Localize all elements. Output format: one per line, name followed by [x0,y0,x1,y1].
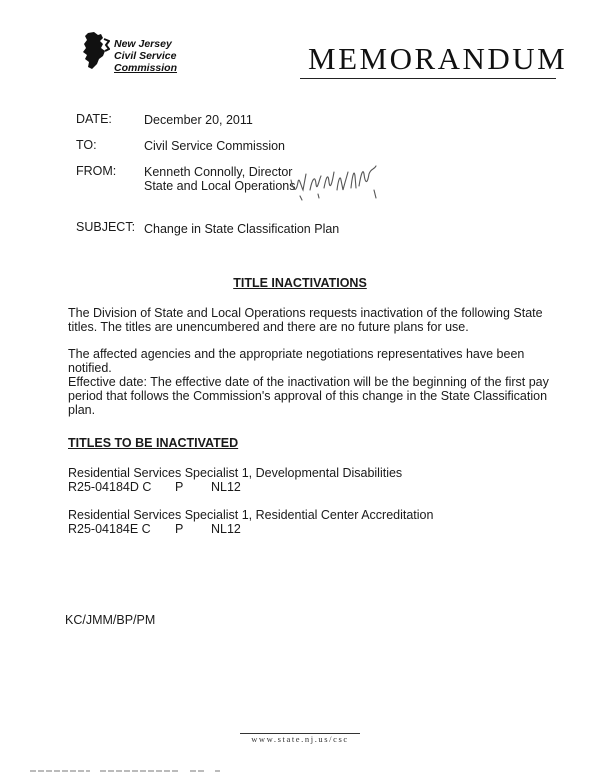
header-divider [300,78,556,79]
to-value: Civil Service Commission [144,139,285,153]
title-2-unit: NL12 [211,522,241,536]
from-label: FROM: [76,164,117,178]
paragraph-effective-date: Effective date: The effective date of the inactivation will be the beginning of the first pay period that follows the Commission's approval of this change in the State Classification plan. [68,375,549,417]
org-line-1: New Jersey [114,38,172,50]
date-value: December 20, 2011 [144,113,253,127]
organization-name [114,38,177,74]
date-label: DATE: [76,112,112,126]
footer-url: www.state.nj.us/csc [251,734,349,744]
handwritten-signature [288,160,383,202]
state-silhouette-logo-icon [76,31,110,71]
to-label: TO: [76,138,97,152]
paragraph-request: The Division of State and Local Operations requests inactivation of the following State titles. The titles are unencumbered and there are no future plans for use. [68,306,543,334]
title-2-name: Residential Services Specialist 1, Residential Center Accreditation [68,508,434,522]
title-1-name: Residential Services Specialist 1, Developmental Disabilities [68,466,403,480]
paragraph-notified: The affected agencies and the appropriate negotiations representatives have been notified. [68,347,525,375]
subject-label: SUBJECT: [76,220,136,234]
title-1-unit: NL12 [211,480,241,494]
from-name: Kenneth Connolly, Director [144,165,293,179]
titles-header: TITLES TO BE INACTIVATED [68,436,239,450]
memo-title: MEMORANDUM [308,41,568,76]
title-2-code: R25-04184E C [68,522,151,536]
from-department: State and Local Operations [144,179,296,193]
title-2-type: P [175,522,184,536]
author-initials: KC/JMM/BP/PM [65,613,156,627]
subject-value: Change in State Classification Plan [144,222,340,236]
org-line-3: Commission [114,62,178,74]
title-1-code: R25-04184D C [68,480,152,494]
org-line-2: Civil Service [114,50,177,62]
title-1-type: P [175,480,184,494]
scan-artifact [30,770,240,772]
section-title: TITLE INACTIVATIONS [233,276,367,290]
